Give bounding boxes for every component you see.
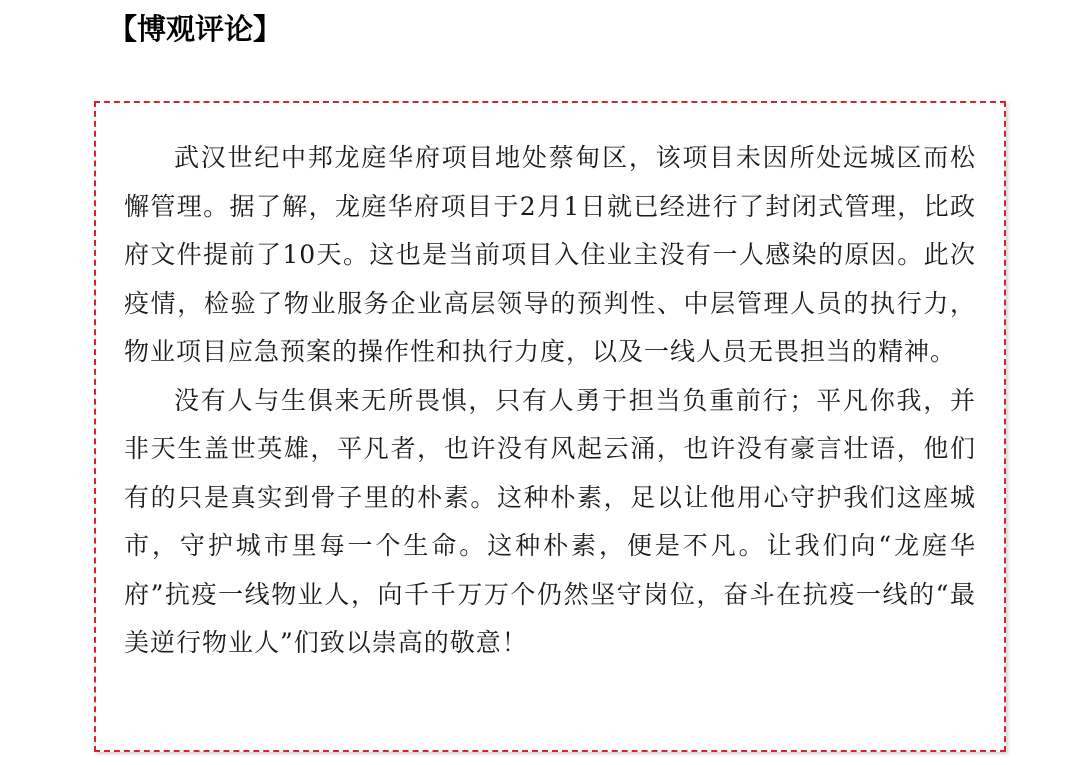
paragraph-1: 武汉世纪中邦龙庭华府项目地处蔡甸区，该项目未因所处远城区而松懈管理。据了解，龙庭华府项目于2月1日就已经进行了封闭式管理，比政府文件提前了10天。这也是当前项目入住业主没有一人感染的原因。此次疫情，检验了物业服务企业高层领导的预判性、中层管理人员的执行力，物业项目应急预案的操作性和执行力度，以及一线人员无畏担当的精神。 bbox=[124, 143, 976, 366]
paragraph-2: 没有人与生俱来无所畏惧，只有人勇于担当负重前行；平凡你我，并非天生盖世英雄，平凡者，也许没有风起云涌，也许没有豪言壮语，他们有的只是真实到骨子里的朴素。这种朴素，足以让他用心守护我们这座城市，守护城市里每一个生命。这种朴素，便是不凡。让我们向“龙庭华府”抗疫一线物业人，向千千万万个仍然坚守岗位，奋斗在抗疫一线的“最美逆行物业人”们致以崇高的敬意！ bbox=[124, 385, 976, 657]
section-heading: 【博观评论】 bbox=[108, 12, 283, 46]
article-body bbox=[124, 134, 976, 668]
